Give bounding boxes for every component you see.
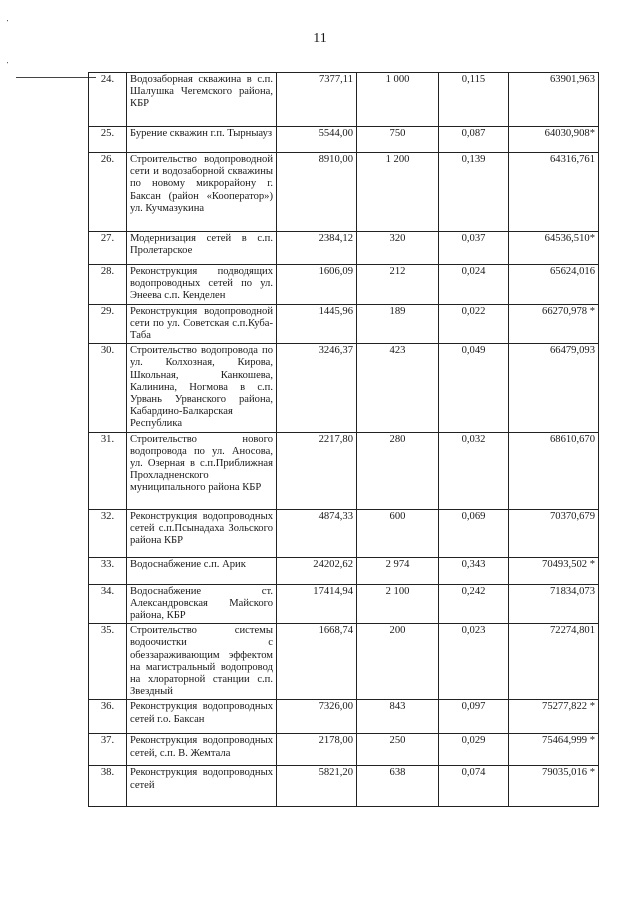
projects-table <box>88 72 599 807</box>
project-coefficient: 0,343 <box>439 557 509 584</box>
project-cost: 1445,96 <box>277 304 357 344</box>
table-row <box>89 344 599 432</box>
cumulative-value: 64030,908* <box>509 127 599 153</box>
table-row <box>89 265 599 305</box>
project-cost: 2384,12 <box>277 232 357 265</box>
table-row <box>89 624 599 700</box>
project-cost: 17414,94 <box>277 584 357 624</box>
cumulative-value: 75464,999 * <box>509 734 599 766</box>
project-cost: 5544,00 <box>277 127 357 153</box>
project-coefficient: 0,069 <box>439 509 509 557</box>
project-cost: 7326,00 <box>277 700 357 734</box>
row-number: 25. <box>89 127 127 153</box>
table-row <box>89 700 599 734</box>
project-length: 2 974 <box>357 557 439 584</box>
cumulative-value: 64536,510* <box>509 232 599 265</box>
cumulative-value: 71834,073 <box>509 584 599 624</box>
margin-mark-middle: ॱ <box>6 60 9 70</box>
cumulative-value: 63901,963 <box>509 73 599 127</box>
margin-mark-top: ॱ <box>6 18 9 28</box>
project-cost: 7377,11 <box>277 73 357 127</box>
project-coefficient: 0,037 <box>439 232 509 265</box>
row-number: 33. <box>89 557 127 584</box>
table-row <box>89 73 599 127</box>
row-number: 30. <box>89 344 127 432</box>
table-row <box>89 153 599 232</box>
project-coefficient: 0,049 <box>439 344 509 432</box>
project-length: 280 <box>357 432 439 509</box>
row-number: 24. <box>89 73 127 127</box>
row-number: 31. <box>89 432 127 509</box>
project-name: Модернизация сетей в с.п. Пролетарское <box>127 232 277 265</box>
project-length: 1 200 <box>357 153 439 232</box>
project-name: Реконструкция водопроводной сети по ул. Советская с.п.Куба-Таба <box>127 304 277 344</box>
project-name: Реконструкция подводящих водопроводных сетей по ул. Энеева с.п. Кенделен <box>127 265 277 305</box>
project-name: Строительство системы водоочистки с обеззараживающим эффектом на магистральный водопровод на хлораторной станции с.п. Звездный <box>127 624 277 700</box>
row-number: 36. <box>89 700 127 734</box>
project-coefficient: 0,074 <box>439 766 509 807</box>
project-cost: 4874,33 <box>277 509 357 557</box>
project-coefficient: 0,032 <box>439 432 509 509</box>
project-cost: 1668,74 <box>277 624 357 700</box>
table-row <box>89 432 599 509</box>
project-length: 638 <box>357 766 439 807</box>
cumulative-value: 66270,978 * <box>509 304 599 344</box>
project-coefficient: 0,087 <box>439 127 509 153</box>
project-name: Бурение скважин г.п. Тырныауз <box>127 127 277 153</box>
cumulative-value: 72274,801 <box>509 624 599 700</box>
project-name: Строительство водопровода по ул. Колхозная, Кирова, Школьная, Канкошева, Калинина, Ногмова в с.п. Урвань Урванского района, Кабардино-Балкарская Республика <box>127 344 277 432</box>
project-cost: 2217,80 <box>277 432 357 509</box>
table-row <box>89 304 599 344</box>
project-coefficient: 0,024 <box>439 265 509 305</box>
project-name: Строительство нового водопровода по ул. Аносова, ул. Озерная в с.п.Приближная Прохладненского муниципального района КБР <box>127 432 277 509</box>
project-coefficient: 0,097 <box>439 700 509 734</box>
cumulative-value: 70370,679 <box>509 509 599 557</box>
cumulative-value: 70493,502 * <box>509 557 599 584</box>
project-name: Водоснабжение с.п. Арик <box>127 557 277 584</box>
project-length: 423 <box>357 344 439 432</box>
table-row <box>89 127 599 153</box>
row-number: 32. <box>89 509 127 557</box>
project-length: 750 <box>357 127 439 153</box>
project-length: 1 000 <box>357 73 439 127</box>
project-name: Строительство водопроводной сети и водозаборной скважины по новому микрорайону г. Баксан (район «Кооператор») ул. Кучмазукина <box>127 153 277 232</box>
row-number: 27. <box>89 232 127 265</box>
project-name: Реконструкция водопроводных сетей <box>127 766 277 807</box>
row-number: 28. <box>89 265 127 305</box>
project-coefficient: 0,029 <box>439 734 509 766</box>
table-row <box>89 734 599 766</box>
project-coefficient: 0,115 <box>439 73 509 127</box>
table-row <box>89 509 599 557</box>
project-length: 320 <box>357 232 439 265</box>
cumulative-value: 64316,761 <box>509 153 599 232</box>
margin-rule <box>16 77 96 78</box>
project-length: 2 100 <box>357 584 439 624</box>
row-number: 26. <box>89 153 127 232</box>
cumulative-value: 75277,822 * <box>509 700 599 734</box>
project-length: 600 <box>357 509 439 557</box>
table-row <box>89 232 599 265</box>
table-row <box>89 584 599 624</box>
cumulative-value: 68610,670 <box>509 432 599 509</box>
project-length: 250 <box>357 734 439 766</box>
project-name: Водозаборная скважина в с.п. Шалушка Чегемского района, КБР <box>127 73 277 127</box>
table-body <box>89 73 599 807</box>
row-number: 38. <box>89 766 127 807</box>
project-coefficient: 0,023 <box>439 624 509 700</box>
project-length: 843 <box>357 700 439 734</box>
row-number: 35. <box>89 624 127 700</box>
row-number: 29. <box>89 304 127 344</box>
project-coefficient: 0,242 <box>439 584 509 624</box>
project-name: Реконструкция водопроводных сетей г.о. Баксан <box>127 700 277 734</box>
row-number: 34. <box>89 584 127 624</box>
project-length: 189 <box>357 304 439 344</box>
project-name: Реконструкция водопроводных сетей с.п.Псынадаха Зольского района КБР <box>127 509 277 557</box>
project-coefficient: 0,022 <box>439 304 509 344</box>
project-cost: 24202,62 <box>277 557 357 584</box>
project-length: 212 <box>357 265 439 305</box>
table-row <box>89 766 599 807</box>
project-cost: 8910,00 <box>277 153 357 232</box>
row-number: 37. <box>89 734 127 766</box>
project-cost: 1606,09 <box>277 265 357 305</box>
page-number: 11 <box>313 31 327 46</box>
project-name: Реконструкция водопроводных сетей, с.п. В. Жемтала <box>127 734 277 766</box>
project-coefficient: 0,139 <box>439 153 509 232</box>
cumulative-value: 65624,016 <box>509 265 599 305</box>
cumulative-value: 66479,093 <box>509 344 599 432</box>
project-cost: 3246,37 <box>277 344 357 432</box>
project-cost: 2178,00 <box>277 734 357 766</box>
project-name: Водоснабжение ст. Александровская Майского района, КБР <box>127 584 277 624</box>
table-row <box>89 557 599 584</box>
cumulative-value: 79035,016 * <box>509 766 599 807</box>
project-length: 200 <box>357 624 439 700</box>
project-cost: 5821,20 <box>277 766 357 807</box>
